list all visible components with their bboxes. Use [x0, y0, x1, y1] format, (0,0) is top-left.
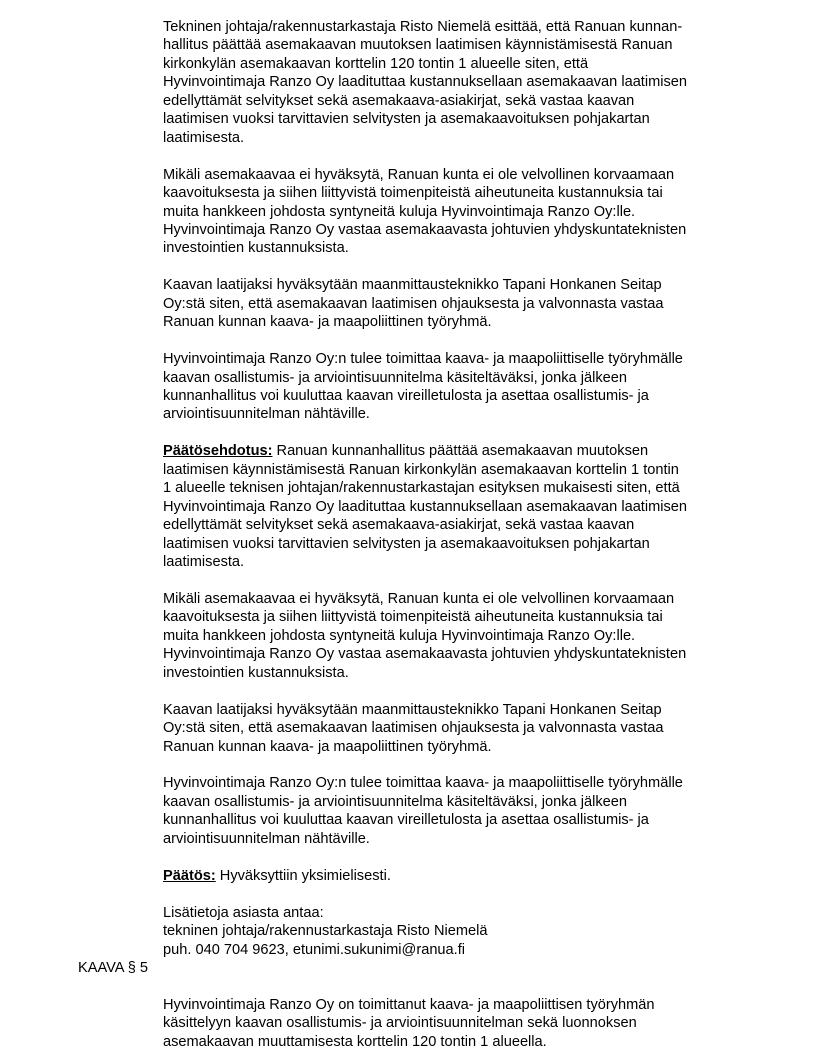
text-line: laatimisen käynnistämisestä Ranuan kirkonkylän asemakaavan korttelin 1 tontin: [163, 461, 679, 478]
text-line: puh. 040 704 9623, etunimi.sukunimi@ranua.fi: [163, 941, 466, 958]
text-line: Hyvinvointimaja Ranzo Oy on toimittanut kaava- ja maapoliittisen työryhmän: [163, 996, 655, 1013]
text-line: kaavan osallistumis- ja arviointisuunnitelma käsiteltäväksi, jonka jälkeen: [163, 369, 627, 386]
text-line: kunnanhallitus voi kuuluttaa kaavan vireilletulosta ja asettaa osallistumis- ja: [163, 388, 649, 405]
text-line: Kaavan laatijaksi hyväksytään maanmittausteknikko Tapani Honkanen Seitap: [163, 277, 662, 294]
text-line: Kaavan laatijaksi hyväksytään maanmittausteknikko Tapani Honkanen Seitap: [163, 701, 662, 718]
decision-text: Hyväksyttiin yksimielisesti.: [215, 867, 391, 884]
document-body: [163, 18, 803, 1051]
text-line: Oy:stä siten, että asemakaavan laatimisen ohjauksesta ja valvonnasta vastaa: [163, 295, 664, 312]
text-line: 1 alueelle teknisen johtajan/rakennustarkastajan esityksen mukaisesti siten, että: [163, 480, 680, 497]
text-line: tekninen johtaja/rakennustarkastaja Risto Niemelä: [163, 923, 488, 940]
paragraph: [163, 166, 803, 258]
paragraph: [163, 590, 803, 682]
text-line: Hyvinvointimaja Ranzo Oy vastaa asemakaavasta johtuvien yhdyskuntateknisten: [163, 221, 687, 238]
text-line: edellyttämät selvitykset sekä asemakaava-asiakirjat, sekä vastaa kaavan: [163, 92, 635, 109]
text-line: Lisätietoja asiasta antaa:: [163, 904, 324, 921]
text-line: Mikäli asemakaavaa ei hyväksytä, Ranuan kunta ei ole velvollinen korvaamaan: [163, 590, 675, 607]
section-label: KAAVA § 5: [78, 960, 149, 976]
text-line: Hyvinvointimaja Ranzo Oy laadituttaa kustannuksellaan asemakaavan laatimisen: [163, 74, 688, 91]
proposal-paragraph: [163, 442, 803, 571]
text-line: arviointisuunnitelman nähtäville.: [163, 406, 370, 423]
text-line: kunnanhallitus voi kuuluttaa kaavan vireilletulosta ja asettaa osallistumis- ja: [163, 812, 649, 829]
text-line: asemakaavan muuttamisesta korttelin 120 tontin 1 alueella.: [163, 1033, 547, 1050]
paragraph: [163, 18, 803, 147]
text-line: edellyttämät selvitykset sekä asemakaava-asiakirjat, sekä vastaa kaavan: [163, 517, 635, 534]
text-line: arviointisuunnitelman nähtäville.: [163, 830, 370, 847]
intro-paragraphs: [163, 18, 803, 424]
paragraph: [163, 774, 803, 848]
text-line: Tekninen johtaja/rakennustarkastaja Risto Niemelä esittää, että Ranuan kunnan-: [163, 19, 683, 35]
text-line: laatimisen vuoksi tarvittavien selvitysten ja asemakaavoituksen pohjakartan: [163, 535, 650, 552]
text-line: Ranuan kunnan kaava- ja maapoliittinen työryhmä.: [163, 738, 492, 755]
paragraph: [163, 350, 803, 424]
decision-label: Päätös:: [163, 867, 216, 884]
text-line: investointien kustannuksista.: [163, 664, 349, 681]
text-line: Mikäli asemakaavaa ei hyväksytä, Ranuan kunta ei ole velvollinen korvaamaan: [163, 166, 675, 183]
proposal-text: Ranuan kunnanhallitus päättää asemakaavan muutoksen: [272, 443, 649, 460]
proposal-label: Päätösehdotus:: [163, 443, 273, 460]
text-line: muita hankkeen johdosta syntyneitä kuluja Hyvinvointimaja Ranzo Oy:lle.: [163, 203, 636, 220]
text-line: Hyvinvointimaja Ranzo Oy:n tulee toimittaa kaava- ja maapoliittiselle työryhmälle: [163, 351, 683, 368]
text-line: kaavoituksesta ja siihen liittyvistä toimenpiteistä aiheutuneita kustannuksia tai: [163, 609, 663, 626]
text-line: laatimisesta.: [163, 129, 245, 146]
text-line: Hyvinvointimaja Ranzo Oy:n tulee toimittaa kaava- ja maapoliittiselle työryhmälle: [163, 775, 683, 792]
text-line: Ranuan kunnan kaava- ja maapoliittinen työryhmä.: [163, 314, 492, 331]
text-line: kaavoituksesta ja siihen liittyvistä toimenpiteistä aiheutuneita kustannuksia tai: [163, 185, 663, 202]
next-section-paragraph: [163, 996, 803, 1051]
text-line: käsittelyyn kaavan osallistumis- ja arviointisuunnitelman sekä luonnoksen: [163, 1015, 637, 1032]
text-line: kaavan osallistumis- ja arviointisuunnitelma käsiteltäväksi, jonka jälkeen: [163, 793, 627, 810]
text-line: Hyvinvointimaja Ranzo Oy laadituttaa kustannuksellaan asemakaavan laatimisen: [163, 498, 688, 515]
proposal-paragraphs: [163, 590, 803, 848]
text-line: laatimisesta.: [163, 554, 245, 571]
text-line: muita hankkeen johdosta syntyneitä kuluja Hyvinvointimaja Ranzo Oy:lle.: [163, 627, 636, 644]
contact-info: [163, 904, 803, 959]
text-line: investointien kustannuksista.: [163, 240, 349, 257]
text-line: kirkonkylän asemakaavan korttelin 120 tontin 1 alueelle siten, että: [163, 55, 589, 72]
text-line: laatimisen vuoksi tarvittavien selvitysten ja asemakaavoituksen pohjakartan: [163, 111, 650, 128]
paragraph: [163, 276, 803, 331]
text-line: Oy:stä siten, että asemakaavan laatimisen ohjauksesta ja valvonnasta vastaa: [163, 720, 664, 737]
text-line: Hyvinvointimaja Ranzo Oy vastaa asemakaavasta johtuvien yhdyskuntateknisten: [163, 646, 687, 663]
decision-paragraph: [163, 867, 803, 885]
paragraph: [163, 701, 803, 756]
proposal-first-line: [163, 442, 803, 460]
text-line: hallitus päättää asemakaavan muutoksen laatimisen käynnistämisestä Ranuan: [163, 37, 673, 54]
